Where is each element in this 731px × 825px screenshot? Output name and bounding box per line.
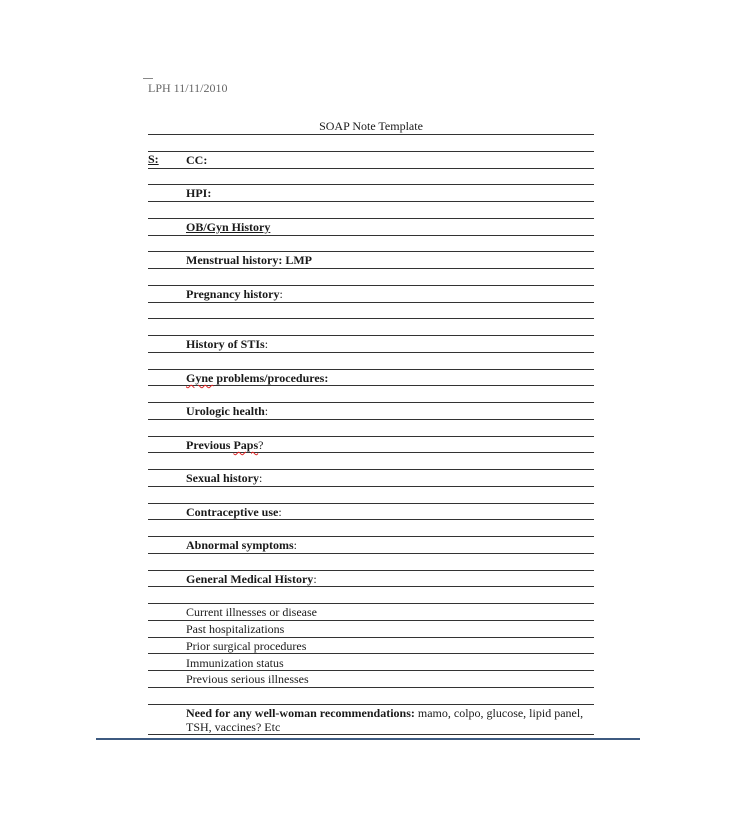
rule-line [148, 318, 594, 319]
field-paps-mark: ? [258, 438, 264, 452]
field-abnormal-symptoms [186, 538, 297, 552]
section-marker: S: [148, 152, 159, 166]
rule-line [148, 486, 594, 487]
rule-line [148, 519, 594, 520]
field-gyne-word: Gyne [186, 371, 214, 385]
rule-line [148, 653, 594, 654]
field-abnormal-label: Abnormal symptoms [186, 538, 294, 552]
field-contraceptive-label: Contraceptive use [186, 505, 279, 519]
field-gyne-rest: problems/procedures: [213, 371, 329, 385]
rule-line [148, 687, 594, 688]
rule-line [148, 704, 594, 705]
field-obgyn-history: OB/Gyn History [186, 220, 271, 234]
rule-line [148, 285, 594, 286]
rule-line [148, 436, 594, 437]
rule-line [148, 134, 594, 135]
rule-line [148, 218, 594, 219]
field-pregnancy-label: Pregnancy history [186, 287, 280, 301]
footer-divider [96, 738, 640, 740]
rule-line [148, 586, 594, 587]
field-sti-history [186, 337, 268, 351]
rule-line [148, 603, 594, 604]
field-urologic-label: Urologic health [186, 404, 265, 418]
rule-line [148, 335, 594, 336]
field-urologic-colon: : [264, 404, 269, 418]
field-pregnancy-history [186, 287, 283, 301]
item-previous-serious-illnesses: Previous serious illnesses [186, 672, 309, 686]
rule-line [148, 201, 594, 202]
field-previous-paps [186, 438, 263, 452]
rule-line [148, 734, 594, 735]
field-sexual-history [186, 471, 262, 485]
field-cc: CC: [186, 153, 208, 167]
rule-line [148, 570, 594, 571]
field-well-woman-text: mamo, colpo, glucose, lipid panel, TSH, vaccines? Etc [186, 706, 584, 734]
document-title: SOAP Note Template [319, 119, 423, 133]
rule-line [148, 419, 594, 420]
item-prior-surgical: Prior surgical procedures [186, 639, 307, 653]
rule-line [148, 151, 594, 152]
rule-line [148, 620, 594, 621]
rule-line [148, 402, 594, 403]
rule-line [148, 268, 594, 269]
field-contraceptive-use [186, 505, 282, 519]
rule-line [148, 553, 594, 554]
item-current-illnesses: Current illnesses or disease [186, 605, 317, 619]
field-pregnancy-colon: : [279, 287, 283, 301]
rule-line [148, 452, 594, 453]
rule-line [148, 251, 594, 252]
field-general-medical-history [186, 572, 317, 586]
field-contraceptive-colon: : [278, 505, 282, 519]
rule-line [148, 168, 594, 169]
field-paps-prefix: Previous [186, 438, 234, 452]
item-past-hospitalizations: Past hospitalizations [186, 622, 285, 636]
field-abnormal-colon: : [293, 538, 298, 552]
field-paps-word: Paps [233, 438, 259, 452]
header-stamp: LPH 11/11/2010 [148, 81, 228, 95]
rule-line [148, 385, 594, 386]
rule-line [148, 352, 594, 353]
rule-line [148, 302, 594, 303]
field-urologic-health [186, 404, 268, 418]
rule-line [148, 637, 594, 638]
rule-line [148, 670, 594, 671]
rule-line [148, 184, 594, 185]
field-sti-colon: : [264, 337, 269, 351]
field-sexual-label: Sexual history [186, 471, 260, 485]
field-sti-label: History of STIs [186, 337, 265, 351]
rule-line [148, 536, 594, 537]
field-menstrual-history: Menstrual history: LMP [186, 253, 312, 267]
field-general-colon: : [313, 572, 317, 586]
field-well-woman-label: Need for any well-woman recommendations: [186, 706, 415, 720]
field-sexual-colon: : [259, 471, 263, 485]
rule-line [148, 235, 594, 236]
field-general-label: General Medical History [186, 572, 314, 586]
item-immunization-status: Immunization status [186, 656, 284, 670]
rule-line [148, 369, 594, 370]
header-tick-mark [143, 78, 153, 79]
field-hpi: HPI: [186, 186, 212, 200]
field-well-woman-recommendations [186, 706, 586, 734]
field-gyne-problems [186, 371, 328, 385]
rule-line [148, 469, 594, 470]
rule-line [148, 503, 594, 504]
